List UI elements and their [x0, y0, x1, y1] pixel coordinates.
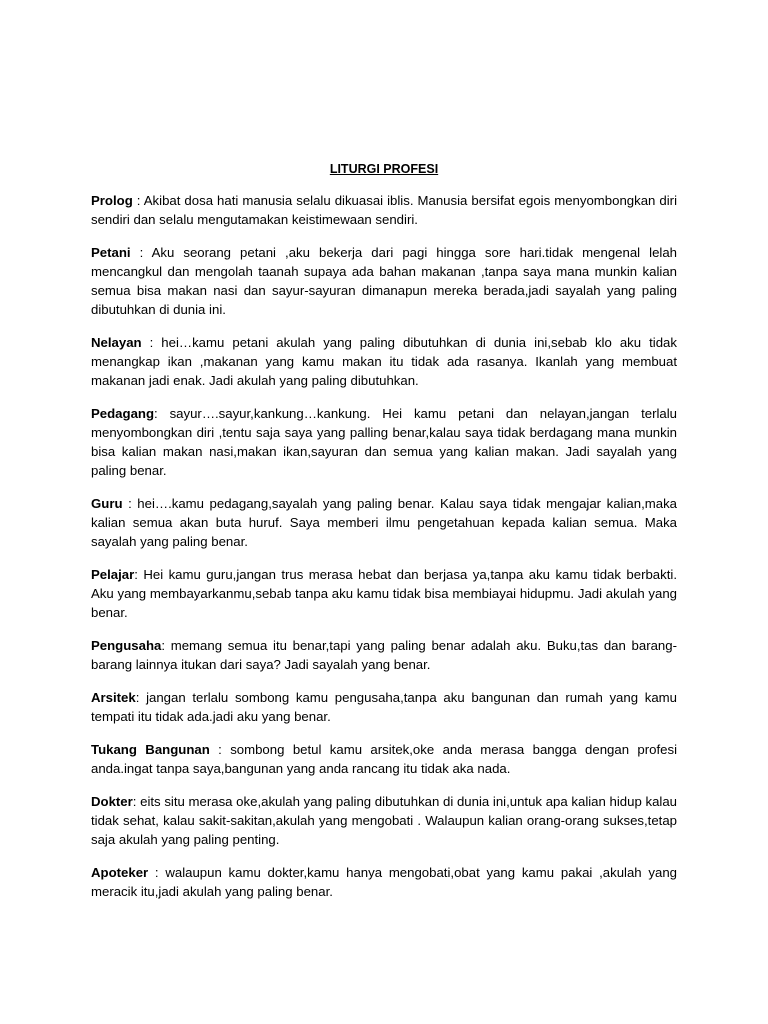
paragraph-prolog — [91, 191, 677, 229]
paragraph-text: : Hei kamu guru,jangan trus merasa hebat dan berjasa ya,tanpa aku kamu tidak berbakti. Aku yang membayarkanmu,sebab tanpa aku kamu tidak bisa membiayai hidupmu. Jadi akulah yang benar. — [91, 567, 677, 620]
speaker-label: Nelayan — [91, 335, 142, 350]
speaker-label: Tukang Bangunan — [91, 742, 210, 757]
speaker-label: Petani — [91, 245, 131, 260]
paragraph-tukang-bangunan — [91, 740, 677, 778]
paragraph-text: : jangan terlalu sombong kamu pengusaha,tanpa aku bangunan dan rumah yang kamu tempati itu tidak ada.jadi aku yang benar. — [91, 690, 677, 724]
paragraph-text: : walaupun kamu dokter,kamu hanya mengobati,obat yang kamu pakai ,akulah yang meracik itu,jadi akulah yang paling benar. — [91, 865, 677, 899]
document-body — [91, 160, 677, 915]
paragraph-pengusaha — [91, 636, 677, 674]
paragraph-dokter — [91, 792, 677, 849]
paragraph-pelajar — [91, 565, 677, 622]
paragraph-text: : sombong betul kamu arsitek,oke anda merasa bangga dengan profesi anda.ingat tanpa saya,bangunan yang anda rancang itu tidak aka nada. — [91, 742, 677, 776]
paragraph-text: : sayur….sayur,kankung…kankung. Hei kamu petani dan nelayan,jangan terlalu menyombongkan diri ,tentu saja saya yang palling benar,kalau saya tidak berdagang mana munkin bisa kalian makan nasi,makan ikan,sayuran dan semua yang kalian makan. Jadi sayalah yang paling benar. — [91, 406, 677, 478]
paragraph-nelayan — [91, 333, 677, 390]
paragraph-text: : memang semua itu benar,tapi yang paling benar adalah aku. Buku,tas dan barang-barang lainnya itukan dari saya? Jadi sayalah yang benar. — [91, 638, 677, 672]
paragraph-arsitek — [91, 688, 677, 726]
paragraph-petani — [91, 243, 677, 319]
speaker-label: Prolog — [91, 193, 133, 208]
speaker-label: Pengusaha — [91, 638, 162, 653]
document-title: LITURGI PROFESI — [329, 162, 439, 176]
paragraph-text: : hei…kamu petani akulah yang paling dibutuhkan di dunia ini,sebab klo aku tidak menangkap ikan ,makanan yang kamu makan itu tidak ada rasanya. Ikanlah yang membuat makanan jadi enak. Jadi akulah yang paling dibutuhkan. — [91, 335, 677, 388]
paragraph-text: : Aku seorang petani ,aku bekerja dari pagi hingga sore hari.tidak mengenal lelah mencangkul dan mengolah taanah supaya ada bahan makanan ,tanpa saya mana munkin kalian semua bisa makan nasi dan sayur-sayuran dimanapun mereka berada,jadi sayalah yang paling dibutuhkan di dunia ini. — [91, 245, 677, 317]
speaker-label: Arsitek — [91, 690, 136, 705]
paragraph-text: : hei….kamu pedagang,sayalah yang paling benar. Kalau saya tidak mengajar kalian,maka kalian semua akan buta huruf. Saya memberi ilmu pengetahuan kepada kalian semua. Maka sayalah yang paling benar. — [91, 496, 677, 549]
paragraph-pedagang — [91, 404, 677, 480]
speaker-label: Pelajar — [91, 567, 135, 582]
speaker-label: Dokter — [91, 794, 133, 809]
speaker-label: Pedagang — [91, 406, 155, 421]
paragraph-text: : eits situ merasa oke,akulah yang paling dibutuhkan di dunia ini,untuk apa kalian hidup kalau tidak sehat, kalau sakit-sakitan,akulah yang mengobati . Walaupun kalian orang-orang sukses,tetap saja akulah yang paling penting. — [91, 794, 677, 847]
paragraph-apoteker — [91, 863, 677, 901]
speaker-label: Apoteker — [91, 865, 149, 880]
paragraph-text: : Akibat dosa hati manusia selalu dikuasai iblis. Manusia bersifat egois menyombongkan diri sendiri dan selalu mengutamakan keistimewaan sendiri. — [91, 193, 677, 227]
speaker-label: Guru — [91, 496, 123, 511]
paragraph-guru — [91, 494, 677, 551]
